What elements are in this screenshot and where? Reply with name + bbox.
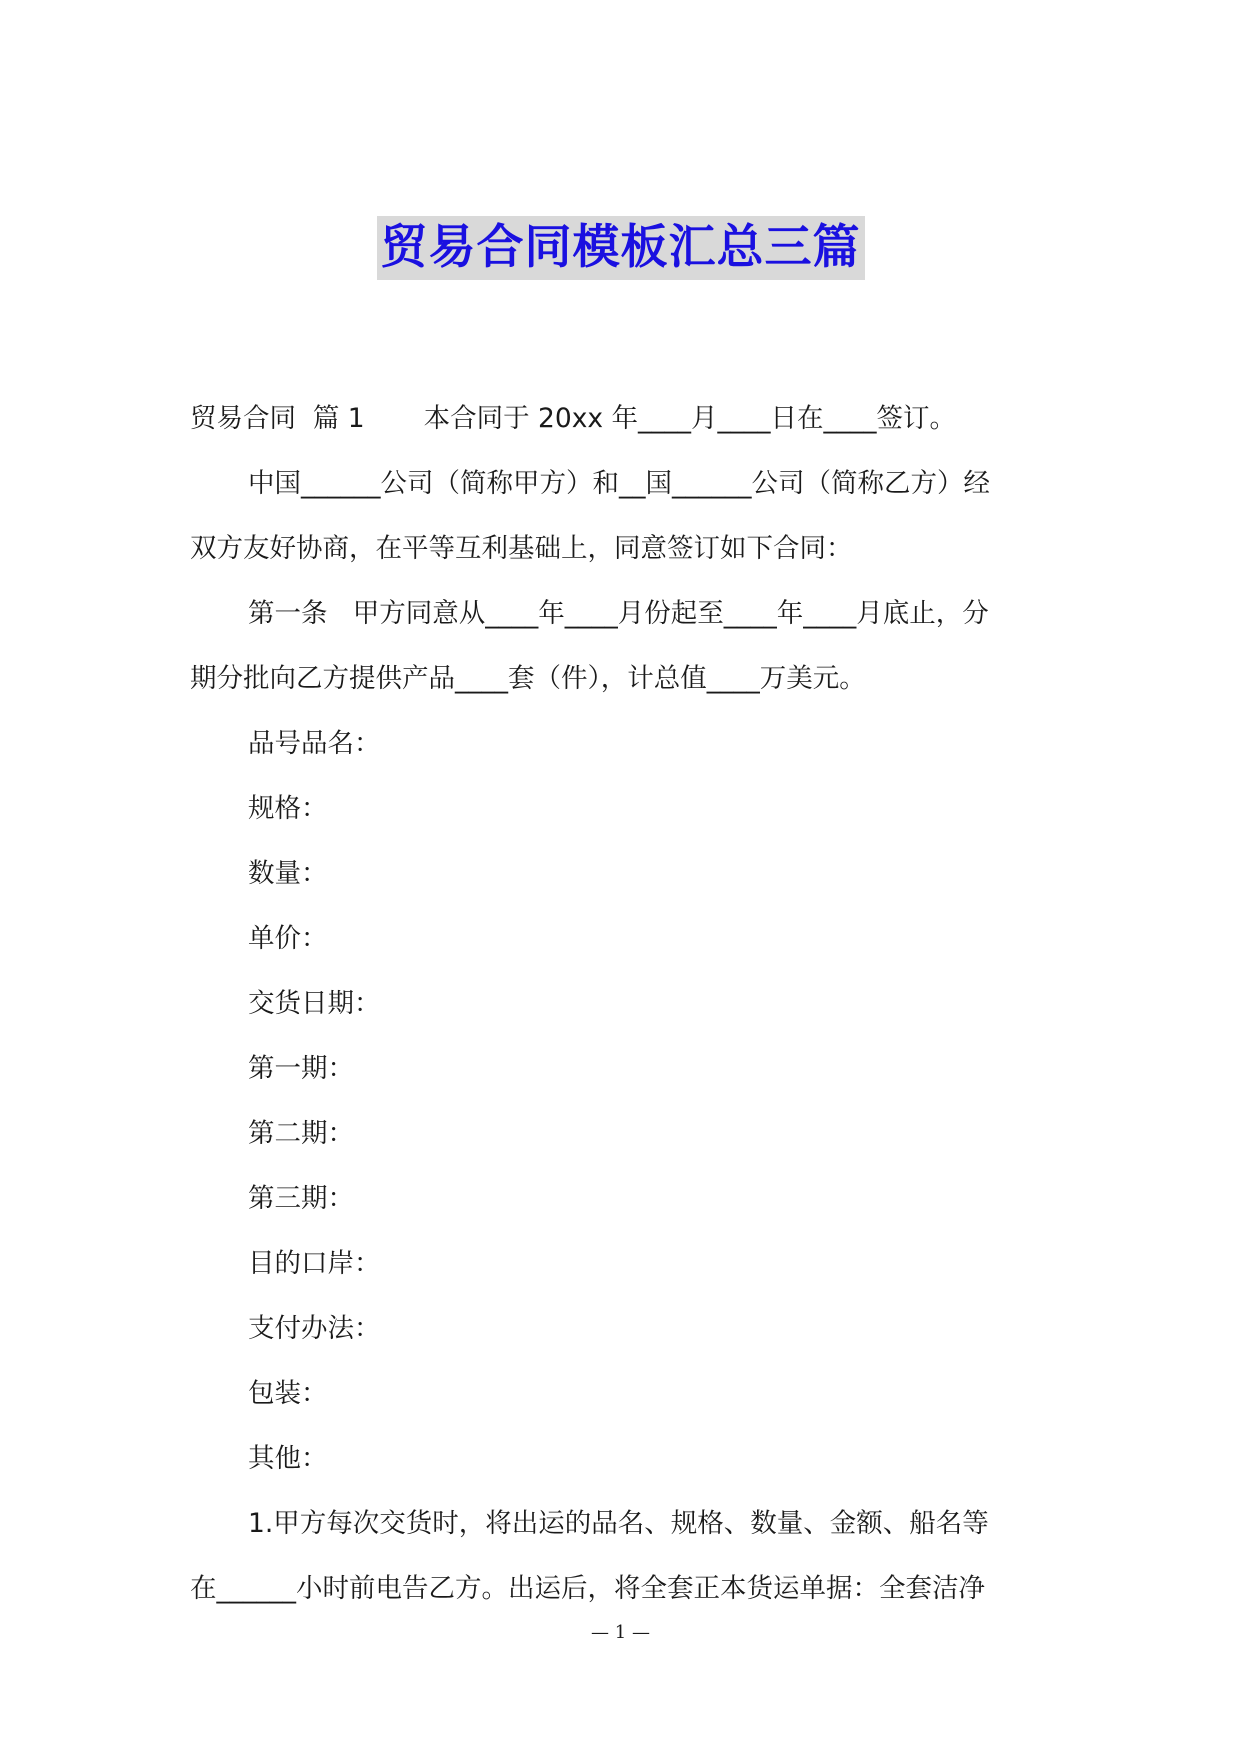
title-container xyxy=(0,216,1241,280)
field-unit-price: 单价： xyxy=(248,923,328,954)
field-packaging: 包装： xyxy=(248,1378,328,1409)
page-number: — 1 — xyxy=(591,1622,650,1643)
field-phase-3: 第三期： xyxy=(248,1183,354,1214)
document-title: 贸易合同模板汇总三篇 xyxy=(377,216,865,280)
field-quantity: 数量： xyxy=(248,858,328,889)
field-other: 其他： xyxy=(248,1443,328,1474)
clause-1-line-2: 在______小时前电告乙方。出运后，将全套正本货运单据：全套洁净 xyxy=(190,1573,985,1604)
article-1-line-1: 第一条 甲方同意从____年____月份起至____年____月底止，分 xyxy=(248,598,989,629)
intro-line: 贸易合同 篇 1 本合同于 20xx 年____月____日在____签订。 xyxy=(190,403,957,434)
article-1-line-2: 期分批向乙方提供产品____套（件），计总值____万美元。 xyxy=(190,663,866,694)
field-phase-2: 第二期： xyxy=(248,1118,354,1149)
parties-line-1: 中国______公司（简称甲方）和__国______公司（简称乙方）经 xyxy=(248,468,990,499)
parties-line-2: 双方友好协商，在平等互利基础上，同意签订如下合同： xyxy=(190,533,853,564)
clause-1-line-1: 1.甲方每次交货时，将出运的品名、规格、数量、金额、船名等 xyxy=(248,1508,989,1539)
field-specification: 规格： xyxy=(248,793,328,824)
field-payment-method: 支付办法： xyxy=(248,1313,381,1344)
field-product-name: 品号品名： xyxy=(248,728,381,759)
field-destination-port: 目的口岸： xyxy=(248,1248,381,1279)
document-body xyxy=(190,386,1058,1621)
field-phase-1: 第一期： xyxy=(248,1053,354,1084)
field-delivery-date: 交货日期： xyxy=(248,988,381,1019)
